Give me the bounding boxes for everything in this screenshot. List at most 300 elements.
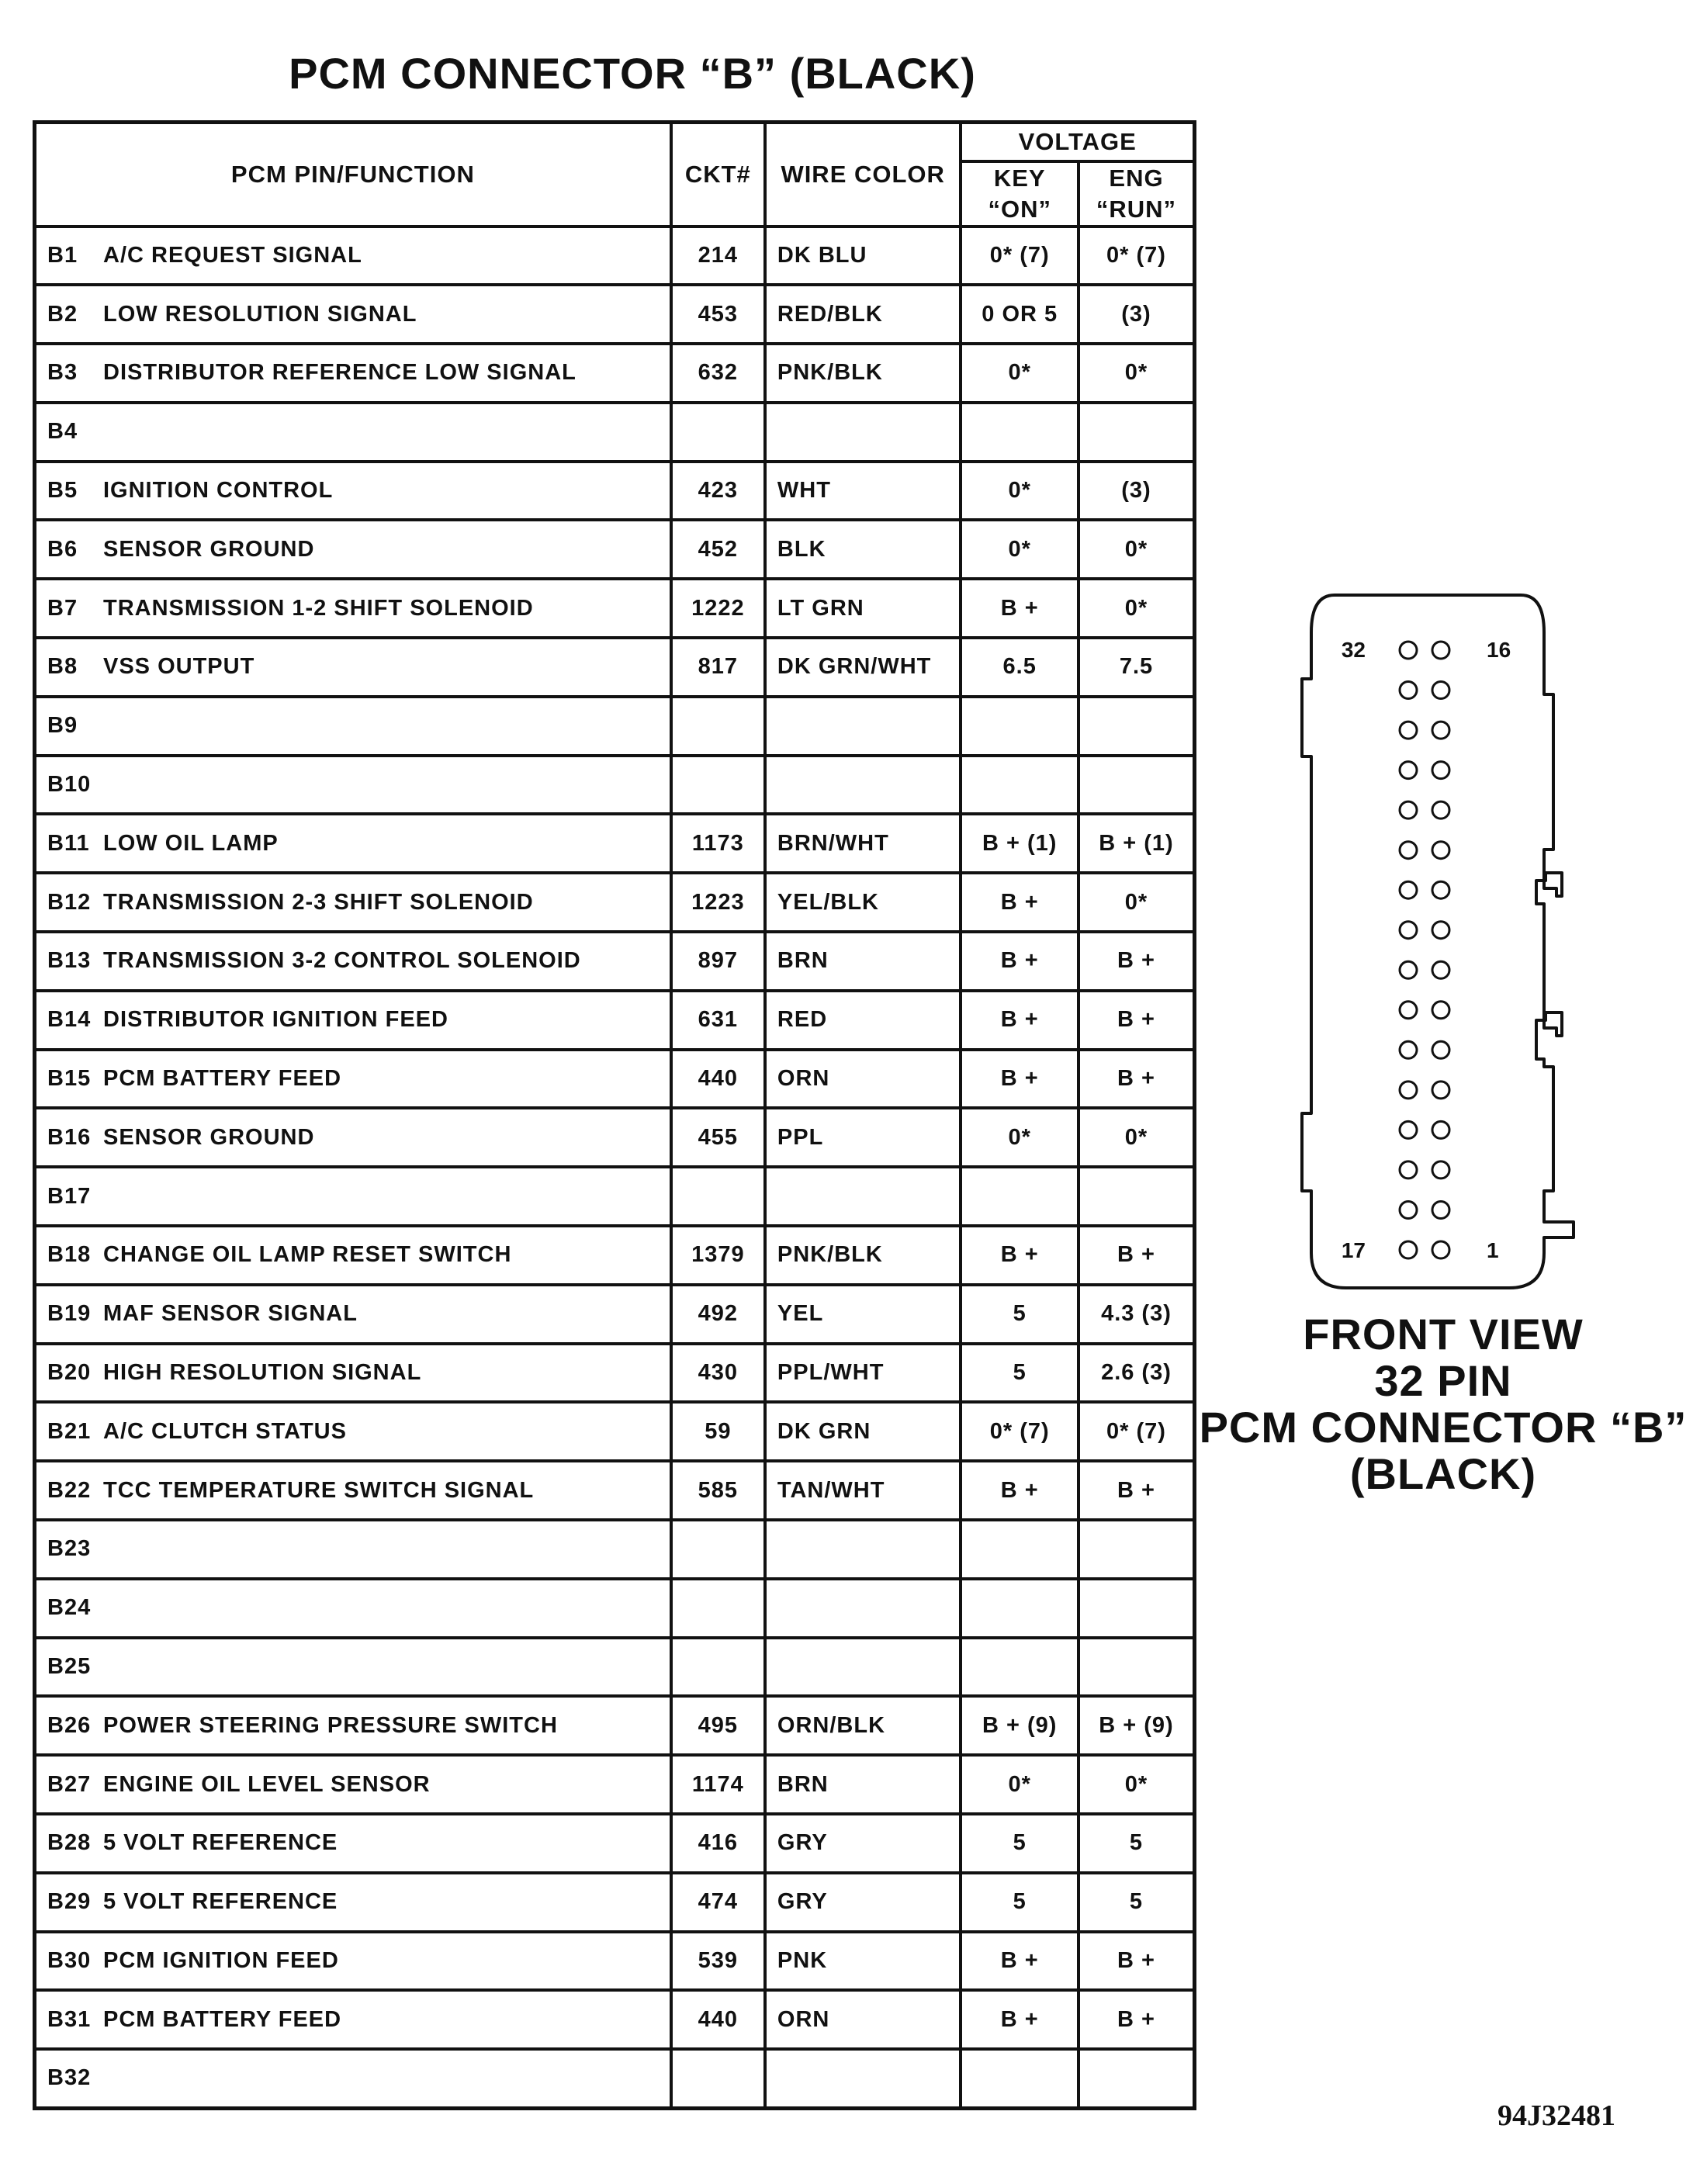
voltage-eng-run: (3) (1079, 462, 1195, 521)
pin-function: MAF SENSOR SIGNAL (103, 1301, 358, 1327)
pin-function-cell (35, 1579, 671, 1638)
circuit-number: 474 (671, 1873, 765, 1932)
circuit-number: 453 (671, 285, 765, 344)
voltage-eng-run: B + (1079, 1050, 1195, 1109)
voltage-eng-run: 0* (7) (1079, 227, 1195, 286)
caption-line-4: (BLACK) (1349, 1449, 1537, 1498)
voltage-eng-run: 0* (1079, 1755, 1195, 1814)
wire-color: LT GRN (765, 579, 961, 638)
pin-function-cell (35, 1344, 671, 1403)
voltage-eng-run (1079, 403, 1195, 462)
table-row (35, 462, 1195, 521)
pin-number: B25 (47, 1654, 92, 1680)
pin-function-cell (35, 1520, 671, 1579)
pin-function: VSS OUTPUT (103, 654, 255, 680)
pin-number: B3 (47, 360, 78, 386)
pin-function: DISTRIBUTOR IGNITION FEED (103, 1007, 448, 1033)
wire-color: DK GRN (765, 1402, 961, 1461)
pin-hole (1400, 801, 1417, 819)
voltage-key-on (961, 1638, 1079, 1697)
pin-hole (1432, 881, 1449, 898)
pin-label-17: 17 (1341, 1238, 1366, 1262)
pin-hole (1432, 1161, 1449, 1179)
table-row (35, 1814, 1195, 1873)
pin-hole (1400, 1161, 1417, 1179)
circuit-number: 455 (671, 1108, 765, 1167)
wire-color (765, 1167, 961, 1226)
voltage-eng-run: B + (9) (1079, 1696, 1195, 1755)
pin-function: LOW RESOLUTION SIGNAL (103, 301, 417, 327)
pin-function-cell (35, 1461, 671, 1520)
wire-color: BRN (765, 932, 961, 991)
pin-number: B10 (47, 772, 92, 798)
table-row (35, 579, 1195, 638)
voltage-eng-run (1079, 1167, 1195, 1226)
voltage-key-on: B + (961, 1461, 1079, 1520)
voltage-eng-run: 4.3 (3) (1079, 1285, 1195, 1344)
pin-function: SENSOR GROUND (103, 536, 315, 562)
table-row (35, 285, 1195, 344)
circuit-number: 214 (671, 227, 765, 286)
pin-function: A/C CLUTCH STATUS (103, 1418, 347, 1444)
table-row (35, 344, 1195, 403)
wire-color: GRY (765, 1814, 961, 1873)
pin-hole (1400, 722, 1417, 739)
voltage-key-on (961, 756, 1079, 815)
circuit-number (671, 403, 765, 462)
wire-color: TAN/WHT (765, 1461, 961, 1520)
circuit-number: 430 (671, 1344, 765, 1403)
pin-function: CHANGE OIL LAMP RESET SWITCH (103, 1242, 512, 1268)
pin-hole (1432, 762, 1449, 779)
pin-hole (1400, 1002, 1417, 1019)
table-row (35, 1932, 1195, 1991)
header-voltage: VOLTAGE (961, 123, 1194, 161)
table-row (35, 1402, 1195, 1461)
circuit-number: 897 (671, 932, 765, 991)
wire-color (765, 2049, 961, 2108)
header-pin-function: PCM PIN/FUNCTION (35, 123, 671, 227)
wire-color: BLK (765, 520, 961, 579)
circuit-number: 1223 (671, 873, 765, 932)
voltage-key-on: B + (9) (961, 1696, 1079, 1755)
voltage-eng-run (1079, 1638, 1195, 1697)
voltage-eng-run: 0* (7) (1079, 1402, 1195, 1461)
wire-color: ORN (765, 1990, 961, 2049)
wire-color: ORN (765, 1050, 961, 1109)
circuit-number: 1174 (671, 1755, 765, 1814)
voltage-key-on: 0* (961, 1108, 1079, 1167)
pin-number: B30 (47, 1948, 92, 1973)
voltage-key-on: 0* (961, 462, 1079, 521)
pin-number: B32 (47, 2065, 92, 2091)
circuit-number: 59 (671, 1402, 765, 1461)
voltage-eng-run (1079, 2049, 1195, 2108)
pin-hole (1400, 842, 1417, 859)
voltage-eng-run: B + (1) (1079, 814, 1195, 873)
pin-hole (1432, 682, 1449, 699)
pin-hole (1400, 961, 1417, 978)
circuit-number (671, 1579, 765, 1638)
pin-function-cell (35, 1638, 671, 1697)
voltage-key-on: 6.5 (961, 638, 1079, 697)
pin-function-cell (35, 1932, 671, 1991)
wire-color (765, 1520, 961, 1579)
table-row (35, 814, 1195, 873)
pin-hole (1400, 682, 1417, 699)
voltage-key-on: B + (961, 932, 1079, 991)
wire-color: RED/BLK (765, 285, 961, 344)
pin-function: PCM BATTERY FEED (103, 1066, 342, 1092)
circuit-number: 440 (671, 1050, 765, 1109)
voltage-key-on: 5 (961, 1344, 1079, 1403)
voltage-eng-run: B + (1079, 932, 1195, 991)
header-wire-color: WIRE COLOR (765, 123, 961, 227)
voltage-key-on: 5 (961, 1814, 1079, 1873)
table-row (35, 1755, 1195, 1814)
table-row (35, 1167, 1195, 1226)
pin-number: B2 (47, 301, 78, 327)
pin-hole (1432, 801, 1449, 819)
pin-hole (1400, 1241, 1417, 1258)
pin-number: B6 (47, 536, 78, 562)
voltage-eng-run: 7.5 (1079, 638, 1195, 697)
wire-color: PPL/WHT (765, 1344, 961, 1403)
pin-number: B9 (47, 713, 78, 739)
voltage-key-on (961, 1520, 1079, 1579)
pin-function-cell (35, 403, 671, 462)
voltage-eng-run: 5 (1079, 1814, 1195, 1873)
wire-color (765, 1579, 961, 1638)
circuit-number: 585 (671, 1461, 765, 1520)
pin-function: ENGINE OIL LEVEL SENSOR (103, 1771, 431, 1797)
voltage-eng-run (1079, 1520, 1195, 1579)
voltage-eng-run: B + (1079, 1461, 1195, 1520)
wire-color: RED (765, 991, 961, 1050)
circuit-number: 495 (671, 1696, 765, 1755)
voltage-key-on: B + (1) (961, 814, 1079, 873)
pin-function-cell (35, 1226, 671, 1285)
pin-function-cell (35, 520, 671, 579)
wire-color: BRN (765, 1755, 961, 1814)
circuit-number (671, 756, 765, 815)
wire-color (765, 1638, 961, 1697)
pin-function-cell (35, 873, 671, 932)
table-row (35, 697, 1195, 756)
pin-label-16: 16 (1487, 638, 1511, 662)
wire-color: DK GRN/WHT (765, 638, 961, 697)
pin-function: HIGH RESOLUTION SIGNAL (103, 1360, 422, 1386)
table-row (35, 1050, 1195, 1109)
table-row (35, 1285, 1195, 1344)
circuit-number: 631 (671, 991, 765, 1050)
pin-number: B17 (47, 1183, 92, 1209)
pin-number: B12 (47, 889, 92, 915)
pin-function-cell (35, 579, 671, 638)
voltage-key-on: 0* (961, 520, 1079, 579)
voltage-key-on (961, 2049, 1079, 2108)
voltage-key-on: B + (961, 1050, 1079, 1109)
wire-color: GRY (765, 1873, 961, 1932)
pin-hole (1432, 922, 1449, 939)
table-row (35, 2049, 1195, 2108)
circuit-number: 423 (671, 462, 765, 521)
pin-function-cell (35, 697, 671, 756)
voltage-eng-run: B + (1079, 1932, 1195, 1991)
figure-id: 94J32481 (1497, 2099, 1615, 2132)
connector-front-view-diagram (1280, 586, 1591, 1300)
pin-number: B18 (47, 1242, 92, 1268)
voltage-eng-run: (3) (1079, 285, 1195, 344)
caption-line-3: PCM CONNECTOR “B” (1199, 1403, 1688, 1452)
pin-number: B22 (47, 1477, 92, 1503)
wire-color: PNK/BLK (765, 344, 961, 403)
circuit-number: 492 (671, 1285, 765, 1344)
pin-function-cell (35, 227, 671, 286)
table-row (35, 932, 1195, 991)
connector-caption (1195, 1311, 1691, 1497)
voltage-eng-run: B + (1079, 991, 1195, 1050)
voltage-key-on: B + (961, 991, 1079, 1050)
table-body (35, 227, 1195, 2109)
voltage-eng-run: 0* (1079, 873, 1195, 932)
pin-hole (1400, 762, 1417, 779)
wire-color: BRN/WHT (765, 814, 961, 873)
pin-hole (1432, 1082, 1449, 1099)
wire-color: YEL/BLK (765, 873, 961, 932)
table-header (35, 123, 1195, 227)
pin-number: B31 (47, 2006, 92, 2032)
voltage-key-on: 5 (961, 1285, 1079, 1344)
pin-hole (1432, 1121, 1449, 1138)
circuit-number: 1379 (671, 1226, 765, 1285)
voltage-key-on: 0* (961, 344, 1079, 403)
table-row (35, 756, 1195, 815)
table-row (35, 873, 1195, 932)
voltage-eng-run (1079, 1579, 1195, 1638)
header-key-on (961, 161, 1079, 227)
table-row (35, 1461, 1195, 1520)
table-row (35, 1873, 1195, 1932)
pin-function-cell (35, 462, 671, 521)
pin-hole (1432, 961, 1449, 978)
wire-color: WHT (765, 462, 961, 521)
pin-number: B16 (47, 1124, 92, 1150)
pin-number: B21 (47, 1418, 92, 1444)
pin-hole (1432, 1002, 1449, 1019)
circuit-number: 539 (671, 1932, 765, 1991)
voltage-key-on (961, 697, 1079, 756)
pin-function-cell (35, 1873, 671, 1932)
header-eng-run-line1: ENG (1109, 164, 1164, 192)
pin-function-cell (35, 638, 671, 697)
table-row (35, 991, 1195, 1050)
pin-function: SENSOR GROUND (103, 1124, 315, 1150)
pin-function: A/C REQUEST SIGNAL (103, 242, 362, 268)
table-row (35, 1520, 1195, 1579)
circuit-number: 1222 (671, 579, 765, 638)
voltage-eng-run: B + (1079, 1990, 1195, 2049)
pin-function-cell (35, 1814, 671, 1873)
pin-number: B7 (47, 595, 78, 621)
table-row (35, 1696, 1195, 1755)
table-row (35, 520, 1195, 579)
pin-number: B28 (47, 1830, 92, 1856)
header-ckt: CKT# (671, 123, 765, 227)
table-row (35, 1108, 1195, 1167)
pin-table (33, 120, 1196, 2110)
pin-function-cell (35, 1167, 671, 1226)
pin-number: B26 (47, 1712, 92, 1738)
header-key-on-line2: “ON” (988, 195, 1051, 223)
wire-color: YEL (765, 1285, 961, 1344)
pin-hole (1400, 1202, 1417, 1219)
wire-color: PPL (765, 1108, 961, 1167)
wire-color: PNK (765, 1932, 961, 1991)
connector-pins (1400, 642, 1449, 1258)
circuit-number (671, 697, 765, 756)
caption-line-2: 32 PIN (1374, 1356, 1512, 1405)
voltage-eng-run: 2.6 (3) (1079, 1344, 1195, 1403)
header-key-on-line1: KEY (993, 164, 1046, 192)
pin-function-cell (35, 2049, 671, 2108)
voltage-eng-run: 5 (1079, 1873, 1195, 1932)
page-title: PCM CONNECTOR “B” (BLACK) (289, 49, 976, 98)
pin-number: B15 (47, 1066, 92, 1092)
voltage-eng-run: 0* (1079, 1108, 1195, 1167)
voltage-eng-run: 0* (1079, 579, 1195, 638)
pin-label-32: 32 (1341, 638, 1366, 662)
pin-function: PCM BATTERY FEED (103, 2006, 342, 2032)
pin-number: B14 (47, 1007, 92, 1033)
pin-hole (1432, 842, 1449, 859)
wire-color: ORN/BLK (765, 1696, 961, 1755)
pin-hole (1400, 1082, 1417, 1099)
pin-function: TRANSMISSION 1-2 SHIFT SOLENOID (103, 595, 534, 621)
pin-function-cell (35, 1108, 671, 1167)
voltage-key-on: B + (961, 1990, 1079, 2049)
pin-hole (1432, 1202, 1449, 1219)
pin-number: B11 (47, 830, 90, 856)
pin-function: LOW OIL LAMP (103, 830, 279, 856)
voltage-key-on (961, 403, 1079, 462)
voltage-eng-run (1079, 756, 1195, 815)
pin-hole (1400, 881, 1417, 898)
pin-hole (1432, 722, 1449, 739)
wire-color (765, 756, 961, 815)
voltage-key-on: B + (961, 1226, 1079, 1285)
pin-hole (1400, 922, 1417, 939)
pin-number: B4 (47, 419, 78, 445)
pin-function: 5 VOLT REFERENCE (103, 1889, 338, 1915)
pin-function-cell (35, 814, 671, 873)
pin-function: TRANSMISSION 3-2 CONTROL SOLENOID (103, 948, 581, 974)
pin-hole (1400, 1041, 1417, 1058)
voltage-key-on: 0* (7) (961, 227, 1079, 286)
circuit-number: 440 (671, 1990, 765, 2049)
wire-color (765, 403, 961, 462)
pin-hole (1432, 642, 1449, 659)
pin-hole (1432, 1041, 1449, 1058)
voltage-key-on: 0* (7) (961, 1402, 1079, 1461)
voltage-eng-run: B + (1079, 1226, 1195, 1285)
pin-function-cell (35, 1696, 671, 1755)
circuit-number (671, 1167, 765, 1226)
circuit-number: 452 (671, 520, 765, 579)
pin-function-cell (35, 991, 671, 1050)
pin-number: B5 (47, 478, 78, 504)
header-eng-run (1079, 161, 1195, 227)
voltage-key-on (961, 1167, 1079, 1226)
wire-color: DK BLU (765, 227, 961, 286)
table-row (35, 403, 1195, 462)
pin-number: B29 (47, 1889, 92, 1915)
circuit-number (671, 1638, 765, 1697)
pin-function: 5 VOLT REFERENCE (103, 1830, 338, 1856)
voltage-key-on: B + (961, 873, 1079, 932)
voltage-key-on (961, 1579, 1079, 1638)
table-row (35, 1579, 1195, 1638)
pin-function-cell (35, 1402, 671, 1461)
pin-number: B20 (47, 1360, 92, 1386)
pin-number: B8 (47, 654, 78, 680)
pin-function: PCM IGNITION FEED (103, 1948, 339, 1973)
pin-hole (1400, 642, 1417, 659)
circuit-number: 1173 (671, 814, 765, 873)
pin-function: TCC TEMPERATURE SWITCH SIGNAL (103, 1477, 535, 1503)
circuit-number: 632 (671, 344, 765, 403)
pin-number: B24 (47, 1595, 92, 1621)
pin-function-cell (35, 932, 671, 991)
caption-line-1: FRONT VIEW (1303, 1310, 1584, 1359)
pin-number: B19 (47, 1301, 92, 1327)
wire-color (765, 697, 961, 756)
pin-function-cell (35, 756, 671, 815)
pin-number: B23 (47, 1536, 92, 1562)
circuit-number (671, 1520, 765, 1579)
table-row (35, 1638, 1195, 1697)
circuit-number: 817 (671, 638, 765, 697)
voltage-eng-run: 0* (1079, 520, 1195, 579)
voltage-eng-run: 0* (1079, 344, 1195, 403)
pin-function: TRANSMISSION 2-3 SHIFT SOLENOID (103, 889, 534, 915)
pin-function: POWER STEERING PRESSURE SWITCH (103, 1712, 558, 1738)
table-row (35, 1990, 1195, 2049)
pin-hole (1432, 1241, 1449, 1258)
header-eng-run-line2: “RUN” (1096, 195, 1177, 223)
circuit-number: 416 (671, 1814, 765, 1873)
table-row (35, 638, 1195, 697)
wire-color: PNK/BLK (765, 1226, 961, 1285)
table-row (35, 1344, 1195, 1403)
pin-function-cell (35, 1990, 671, 2049)
table-row (35, 1226, 1195, 1285)
voltage-key-on: 5 (961, 1873, 1079, 1932)
pin-function-cell (35, 1755, 671, 1814)
voltage-eng-run (1079, 697, 1195, 756)
pin-label-1: 1 (1487, 1238, 1499, 1262)
voltage-key-on: B + (961, 579, 1079, 638)
pin-function-cell (35, 1285, 671, 1344)
pin-function-cell (35, 1050, 671, 1109)
pin-number: B1 (47, 242, 78, 268)
circuit-number (671, 2049, 765, 2108)
table-row (35, 227, 1195, 286)
voltage-key-on: 0 OR 5 (961, 285, 1079, 344)
pin-function: DISTRIBUTOR REFERENCE LOW SIGNAL (103, 360, 576, 386)
pin-function-cell (35, 344, 671, 403)
pin-number: B27 (47, 1771, 92, 1797)
